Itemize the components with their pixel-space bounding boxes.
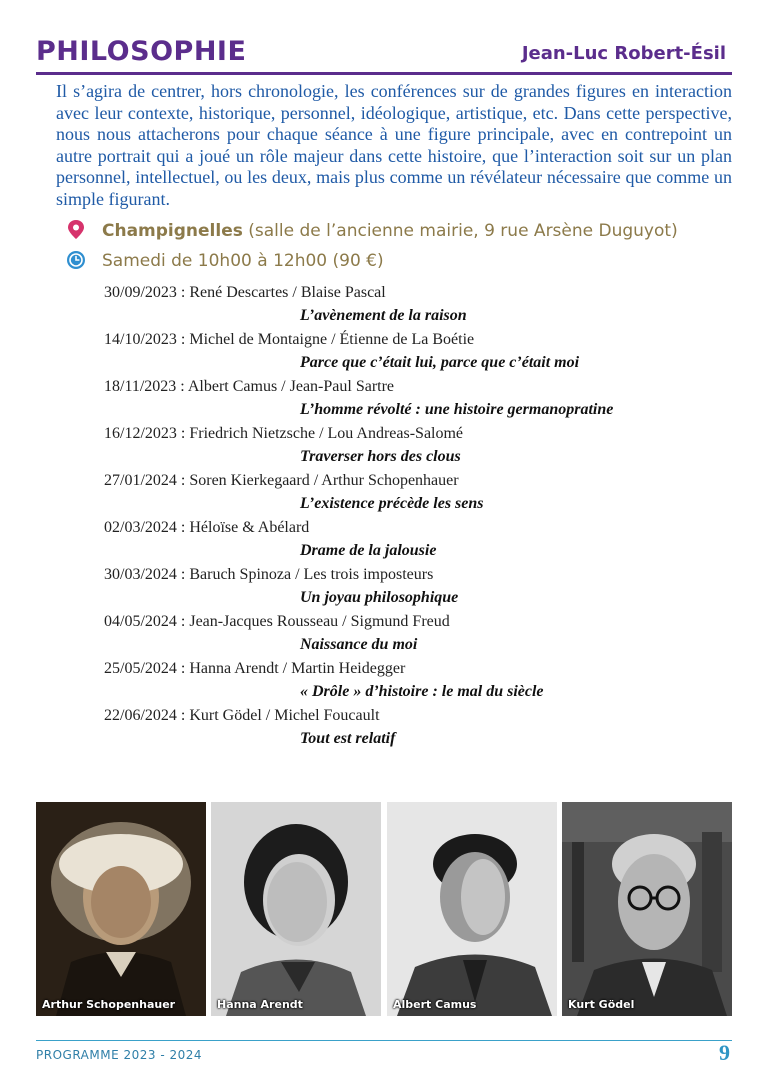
session-list — [104, 283, 724, 753]
session-item — [104, 706, 724, 753]
session-item — [104, 659, 724, 706]
session-title: L’avènement de la raison — [300, 307, 467, 324]
intro-paragraph: Il s’agira de centrer, hors chronologie, les conférences sur de grandes figures en interaction avec leur contexte, historique, personnel, idéologique, artistique, etc. Dans cette perspective, nous nous attacherons pour chaque séance à une figure principale, avec en contrepoint un autre portrait qui a joué un rôle majeur dans cette histoire, que l’interaction soit sur un plan personnel, intellectuel, ou les deux, mais plus comme un révélateur nécessaire que comme un simple figurant. — [56, 81, 732, 209]
session-item — [104, 330, 724, 377]
location-text — [102, 219, 678, 243]
session-title: Tout est relatif — [300, 730, 396, 747]
page-title: PHILOSOPHIE — [36, 36, 247, 67]
footer-program: PROGRAMME 2023 - 2024 — [36, 1048, 203, 1062]
portrait-arendt-image — [211, 802, 381, 1016]
portrait-godel-image — [562, 802, 732, 1016]
portrait-caption: Albert Camus — [393, 998, 477, 1011]
portrait-godel — [562, 802, 732, 1016]
session-date-speakers: 27/01/2024 : Soren Kierkegaard / Arthur Schopenhauer — [104, 472, 459, 489]
location-detail: (salle de l’ancienne mairie, 9 rue Arsène Duguyot) — [242, 221, 678, 241]
location-place: Champignelles — [102, 221, 243, 241]
session-date-speakers: 04/05/2024 : Jean-Jacques Rousseau / Sigmund Freud — [104, 613, 450, 630]
session-date-speakers: 25/05/2024 : Hanna Arendt / Martin Heidegger — [104, 660, 406, 677]
clock-icon — [66, 249, 86, 271]
session-item — [104, 612, 724, 659]
session-item — [104, 518, 724, 565]
portrait-caption: Arthur Schopenhauer — [42, 998, 176, 1011]
portrait-caption: Kurt Gödel — [568, 998, 635, 1011]
page-number: 9 — [719, 1040, 730, 1065]
portrait-camus — [387, 802, 557, 1016]
session-date-speakers: 18/11/2023 : Albert Camus / Jean-Paul Sartre — [104, 378, 395, 395]
portrait-caption: Hanna Arendt — [217, 998, 303, 1011]
portrait-schopenhauer — [36, 802, 206, 1016]
session-title: Un joyau philosophique — [300, 589, 459, 606]
session-title: L’existence précède les sens — [300, 495, 484, 512]
session-title: Parce que c’était lui, parce que c’était moi — [300, 354, 580, 371]
portrait-gallery — [36, 802, 732, 1016]
footer-divider — [36, 1040, 732, 1041]
session-item — [104, 377, 724, 424]
session-date-speakers: 14/10/2023 : Michel de Montaigne / Étienne de La Boétie — [104, 331, 475, 348]
session-date-speakers: 22/06/2024 : Kurt Gödel / Michel Foucault — [104, 707, 380, 724]
session-item — [104, 283, 724, 330]
session-item — [104, 471, 724, 518]
session-date-speakers: 16/12/2023 : Friedrich Nietzsche / Lou Andreas-Salomé — [104, 425, 464, 442]
portrait-camus-image — [387, 802, 557, 1016]
page-header — [36, 36, 732, 75]
session-title: Naissance du moi — [300, 636, 418, 653]
portrait-schopenhauer-image — [36, 802, 206, 1016]
schedule-text: Samedi de 10h00 à 12h00 (90 €) — [102, 251, 384, 271]
author-name: Jean-Luc Robert-Ésil — [521, 43, 726, 64]
session-item — [104, 565, 724, 612]
portrait-arendt — [211, 802, 381, 1016]
session-title: L’homme révolté : une histoire germanopratine — [300, 401, 614, 418]
session-date-speakers: 30/09/2023 : René Descartes / Blaise Pascal — [104, 284, 386, 301]
session-title: Drame de la jalousie — [300, 542, 437, 559]
map-pin-icon — [66, 219, 86, 241]
session-title: Traverser hors des clous — [300, 448, 461, 465]
session-item — [104, 424, 724, 471]
session-date-speakers: 02/03/2024 : Héloïse & Abélard — [104, 519, 310, 536]
session-title: « Drôle » d’histoire : le mal du siècle — [300, 683, 544, 700]
session-date-speakers: 30/03/2024 : Baruch Spinoza / Les trois imposteurs — [104, 566, 434, 583]
